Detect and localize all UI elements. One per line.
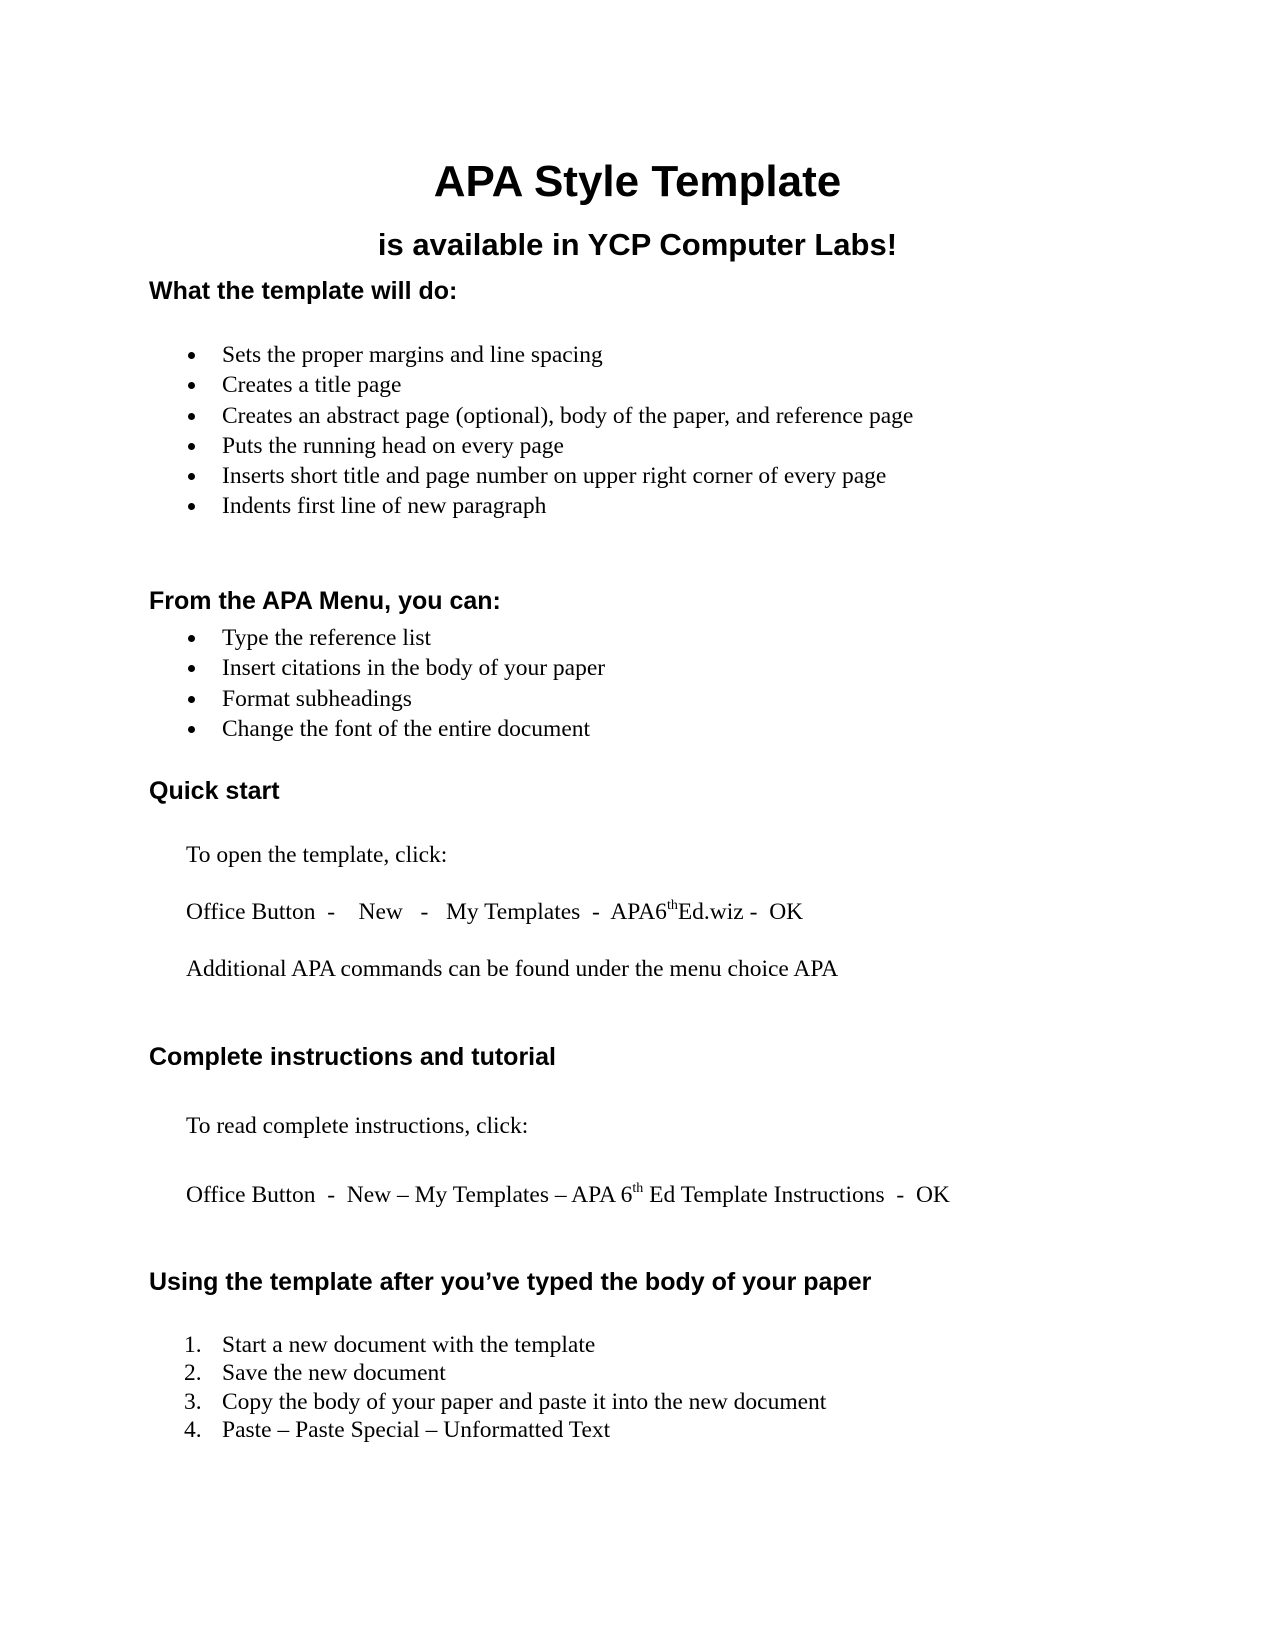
complete-intro: To read complete instructions, click: xyxy=(186,1113,529,1139)
bullet-icon xyxy=(188,635,195,642)
section-heading-what: What the template will do: xyxy=(149,277,458,305)
bullet-icon xyxy=(188,503,195,510)
section-heading-using: Using the template after you’ve typed the body of your paper xyxy=(149,1268,872,1296)
quick-start-path-part1: Office Button - New - My Templates - APA6 xyxy=(186,899,667,925)
page-subtitle: is available in YCP Computer Labs! xyxy=(377,227,898,262)
quick-start-path-sup: th xyxy=(666,898,678,913)
bullet-icon xyxy=(188,443,195,450)
bullet-icon xyxy=(188,413,195,420)
complete-path-sup: th xyxy=(632,1181,644,1196)
step-number: 2. xyxy=(184,1360,202,1387)
complete-path-part2: Ed Template Instructions - OK xyxy=(643,1182,950,1208)
bullet-icon xyxy=(188,382,195,389)
page-title: APA Style Template xyxy=(433,157,842,206)
step-number: 1. xyxy=(184,1332,202,1358)
complete-path-part1: Office Button - New – My Templates – APA 6 xyxy=(186,1182,633,1208)
bullet-icon xyxy=(188,473,195,480)
bullet-icon xyxy=(188,726,195,733)
quick-start-path xyxy=(186,897,803,931)
step-number: 3. xyxy=(184,1388,202,1415)
quick-start-note: Additional APA commands can be found under the menu choice APA xyxy=(186,956,839,982)
quick-start-intro: To open the template, click: xyxy=(186,842,448,868)
document-page: APA Style Template is available in YCP Computer Labs! What the template will do: Sets the proper margins and line spacing Creates a title page Creates an abstract page (optional), body of the paper, and reference page Puts the running head on every page Inserts short title and page number on upper right corner of every page Indents first line of new paragraph From the APA Menu, you can: Type the reference list Insert citations in the body of your paper Format subheadings Change the font of the entire document Quick start To open the template, click: Office Button - New - My Templates - APA6thEd.wiz - OK Additional APA commands can be found under the menu choice APA Complete instructions and tutorial To read complete instructions, click: Office Button - New – My Templates – APA 6th Ed Template Instructions - OK Using the template after you’ve typed the body of your paper 1. Start a new document with the template 2. Save the new document 3. Copy the body of your paper and paste it into the new document 4. Paste – Paste Special – Unformatted Text xyxy=(0,0,1275,1650)
section-heading-complete: Complete instructions and tutorial xyxy=(149,1043,556,1071)
section-heading-menu: From the APA Menu, you can: xyxy=(149,587,501,615)
bullet-icon xyxy=(188,696,195,703)
step-number: 4. xyxy=(184,1416,202,1443)
section-heading-quick-start: Quick start xyxy=(149,777,280,805)
quick-start-path-part2: Ed.wiz - OK xyxy=(677,899,804,925)
bullet-icon xyxy=(188,352,195,359)
bullet-icon xyxy=(188,665,195,672)
complete-path xyxy=(186,1180,950,1214)
